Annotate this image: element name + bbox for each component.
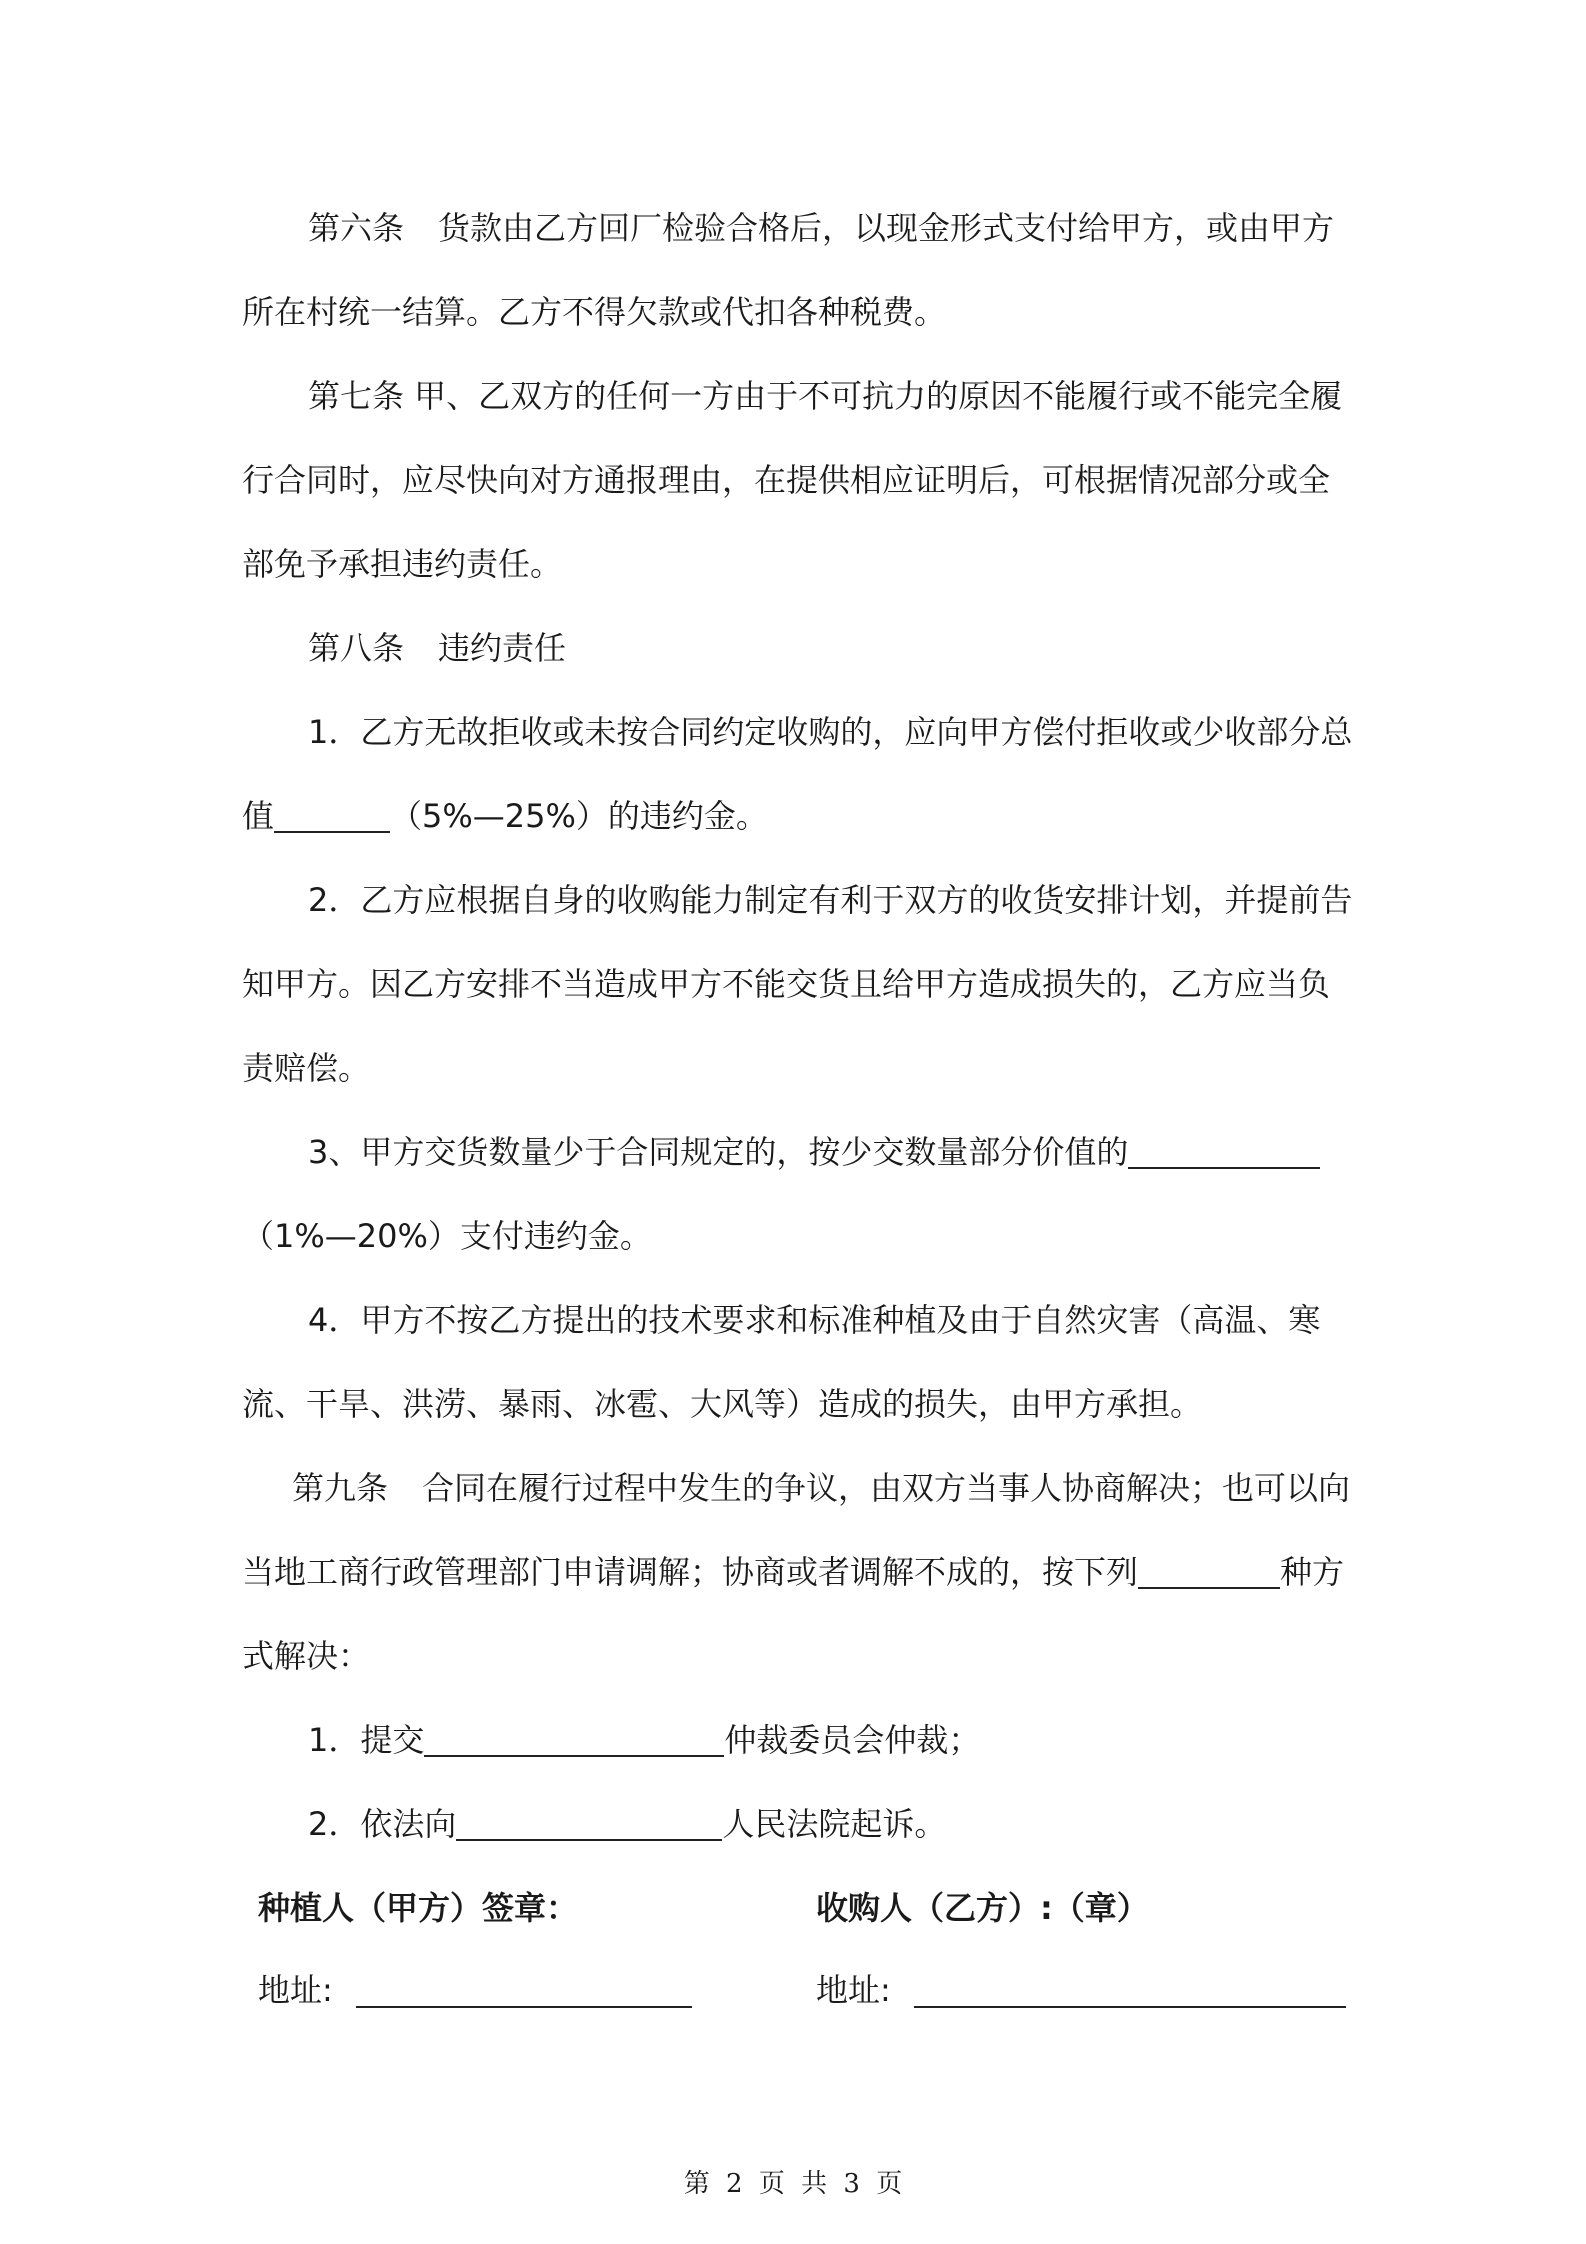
article-8-title: 第八条 (308, 629, 405, 667)
article-8-item-2-line-1: 2．乙方应根据自身的收购能力制定有利于双方的收货安排计划，并提前告 (308, 881, 1353, 919)
article-8-subject: 违约责任 (438, 629, 567, 667)
article-9-option-2 (308, 1804, 946, 1844)
article-9-line-2-suffix: 种方 (1280, 1553, 1345, 1591)
party-b-signature-label: 收购人（乙方）:（章） (816, 1889, 1149, 1927)
article-8-item-4-line-1: 4．甲方不按乙方提出的技术要求和标准种植及由于自然灾害（高温、寒 (308, 1301, 1321, 1339)
item-1-suffix: （5%—25%）的违约金。 (390, 797, 768, 835)
article-7-line-2: 行合同时，应尽快向对方通报理由，在提供相应证明后，可根据情况部分或全 (242, 461, 1331, 499)
article-8-item-1-line-1: 1．乙方无故拒收或未按合同约定收购的，应向甲方偿付拒收或少收部分总 (308, 713, 1353, 751)
article-8-item-2-line-2: 知甲方。因乙方安排不当造成甲方不能交货且给甲方造成损失的，乙方应当负 (242, 965, 1331, 1003)
item-1-prefix: 值 (242, 797, 275, 835)
party-b-address-field[interactable] (914, 2006, 1346, 2008)
article-7-line-1: 第七条 甲、乙双方的任何一方由于不可抗力的原因不能履行或不能完全履 (308, 377, 1343, 415)
item-3-text: 3、甲方交货数量少于合同规定的，按少交数量部分价值的 (308, 1133, 1129, 1171)
party-b-address-label: 地址: (816, 1971, 891, 2009)
article-9-line-1 (292, 1468, 1350, 1508)
option-2-prefix: 2．依法向 (308, 1805, 457, 1843)
article-6-text: 货款由乙方回厂检验合格后，以现金形式支付给甲方，或由甲方 (438, 209, 1335, 247)
page-number: 第 2 页 共 3 页 (683, 2169, 903, 2199)
article-9-line-2-text: 当地工商行政管理部门申请调解；协商或者调解不成的，按下列 (242, 1553, 1139, 1591)
party-a-address-field[interactable] (356, 2006, 692, 2008)
article-9-line-2 (242, 1552, 1344, 1592)
article-7-line-3: 部免予承担违约责任。 (242, 545, 563, 583)
article-8-item-1-line-2 (242, 796, 768, 836)
court-blank[interactable] (456, 1807, 722, 1841)
article-8-item-4-line-2: 流、干旱、洪涝、暴雨、冰雹、大风等）造成的损失，由甲方承担。 (242, 1385, 1203, 1423)
article-9-text: 合同在履行过程中发生的争议，由双方当事人协商解决；也可以向 (422, 1469, 1351, 1507)
article-9-title: 第九条 (292, 1469, 389, 1507)
article-8-heading (308, 628, 566, 668)
article-8-item-3-line-1 (308, 1132, 1320, 1172)
party-a-signature-label: 种植人（甲方）签章： (258, 1889, 579, 1927)
option-1-prefix: 1．提交 (308, 1721, 425, 1759)
article-9-option-1 (308, 1720, 980, 1760)
party-a-address-label: 地址: (258, 1971, 333, 2009)
option-2-suffix: 人民法院起诉。 (722, 1805, 947, 1843)
method-count-blank[interactable] (1138, 1555, 1280, 1589)
article-8-item-2-line-3: 责赔偿。 (242, 1049, 371, 1087)
item-1-blank[interactable] (274, 799, 390, 833)
article-8-item-3-line-2: （1%—20%）支付违约金。 (242, 1217, 652, 1255)
item-3-blank[interactable] (1128, 1135, 1320, 1169)
article-6-line-2: 所在村统一结算。乙方不得欠款或代扣各种税费。 (242, 293, 947, 331)
article-6-title: 第六条 (308, 209, 405, 247)
article-9-line-3: 式解决： (242, 1637, 371, 1675)
article-6-line-1 (308, 208, 1334, 248)
arbitration-committee-blank[interactable] (424, 1723, 724, 1757)
option-1-suffix: 仲裁委员会仲裁； (724, 1721, 981, 1759)
